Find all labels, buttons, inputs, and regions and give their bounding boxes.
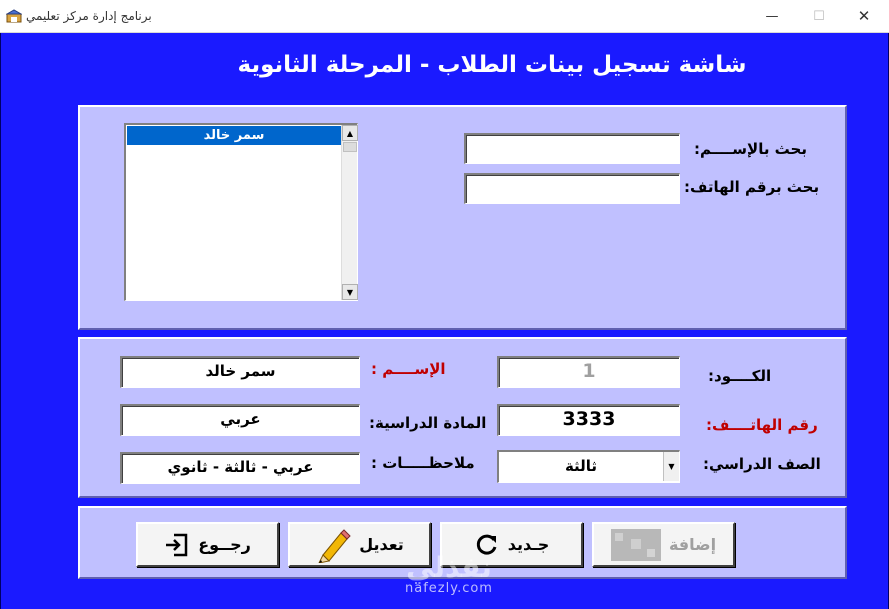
- new-button-label: جـديد: [507, 535, 550, 554]
- search-phone-input[interactable]: [464, 173, 680, 204]
- list-item[interactable]: سمر خالد: [127, 126, 341, 145]
- subject-label: المادة الدراسية:: [369, 414, 487, 432]
- notes-label: ملاحظـــــات :: [371, 454, 475, 472]
- back-button[interactable]: [136, 522, 279, 567]
- grade-label: الصف الدراسي:: [703, 455, 821, 473]
- grade-select-value: ثالثة: [564, 457, 598, 475]
- exit-icon: [164, 532, 190, 558]
- scroll-up-icon[interactable]: ▲: [342, 125, 358, 141]
- code-label: الكــــود:: [708, 367, 772, 385]
- notes-field[interactable]: عربي - ثالثة - ثانوي: [120, 452, 360, 484]
- list-scrollbar[interactable]: [341, 125, 357, 300]
- name-label: الإســــم :: [371, 360, 446, 378]
- name-field[interactable]: سمر خالد: [120, 356, 360, 388]
- scroll-thumb[interactable]: [343, 142, 357, 152]
- edit-button-label: تعديل: [359, 535, 404, 554]
- code-field: 1: [497, 356, 680, 388]
- subject-field[interactable]: عربي: [120, 404, 360, 436]
- grade-select[interactable]: [497, 450, 680, 483]
- scroll-down-icon[interactable]: ▼: [342, 284, 358, 300]
- phone-field[interactable]: 3333: [497, 404, 680, 436]
- watermark-logo: نفذلي: [406, 551, 492, 584]
- window-title: برنامج إدارة مركز تعليمي: [26, 9, 152, 23]
- minimize-button[interactable]: —: [765, 8, 779, 24]
- close-button[interactable]: ✕: [857, 7, 871, 25]
- page-title: شاشة تسجيل بينات الطلاب - المرحلة الثانوية: [237, 52, 747, 78]
- watermark-url: nafezly.com: [405, 581, 493, 596]
- add-icon: [611, 529, 661, 561]
- back-button-label: رجــوع: [198, 535, 251, 554]
- search-results-list[interactable]: [124, 123, 358, 301]
- chevron-down-icon[interactable]: ▼: [663, 452, 679, 481]
- search-phone-label: بحث برقم الهاتف:: [684, 178, 820, 196]
- add-button-label: إضافة: [668, 535, 717, 554]
- search-name-label: بحث بالإســــم:: [694, 140, 807, 158]
- pencil-icon: [315, 527, 351, 563]
- phone-label: رقم الهاتــــف:: [706, 416, 818, 434]
- add-button: [592, 522, 735, 567]
- maximize-button[interactable]: ☐: [813, 8, 825, 24]
- window-titlebar: [0, 0, 889, 33]
- app-icon: [6, 9, 22, 23]
- watermark: [389, 551, 509, 596]
- search-name-input[interactable]: [464, 133, 680, 164]
